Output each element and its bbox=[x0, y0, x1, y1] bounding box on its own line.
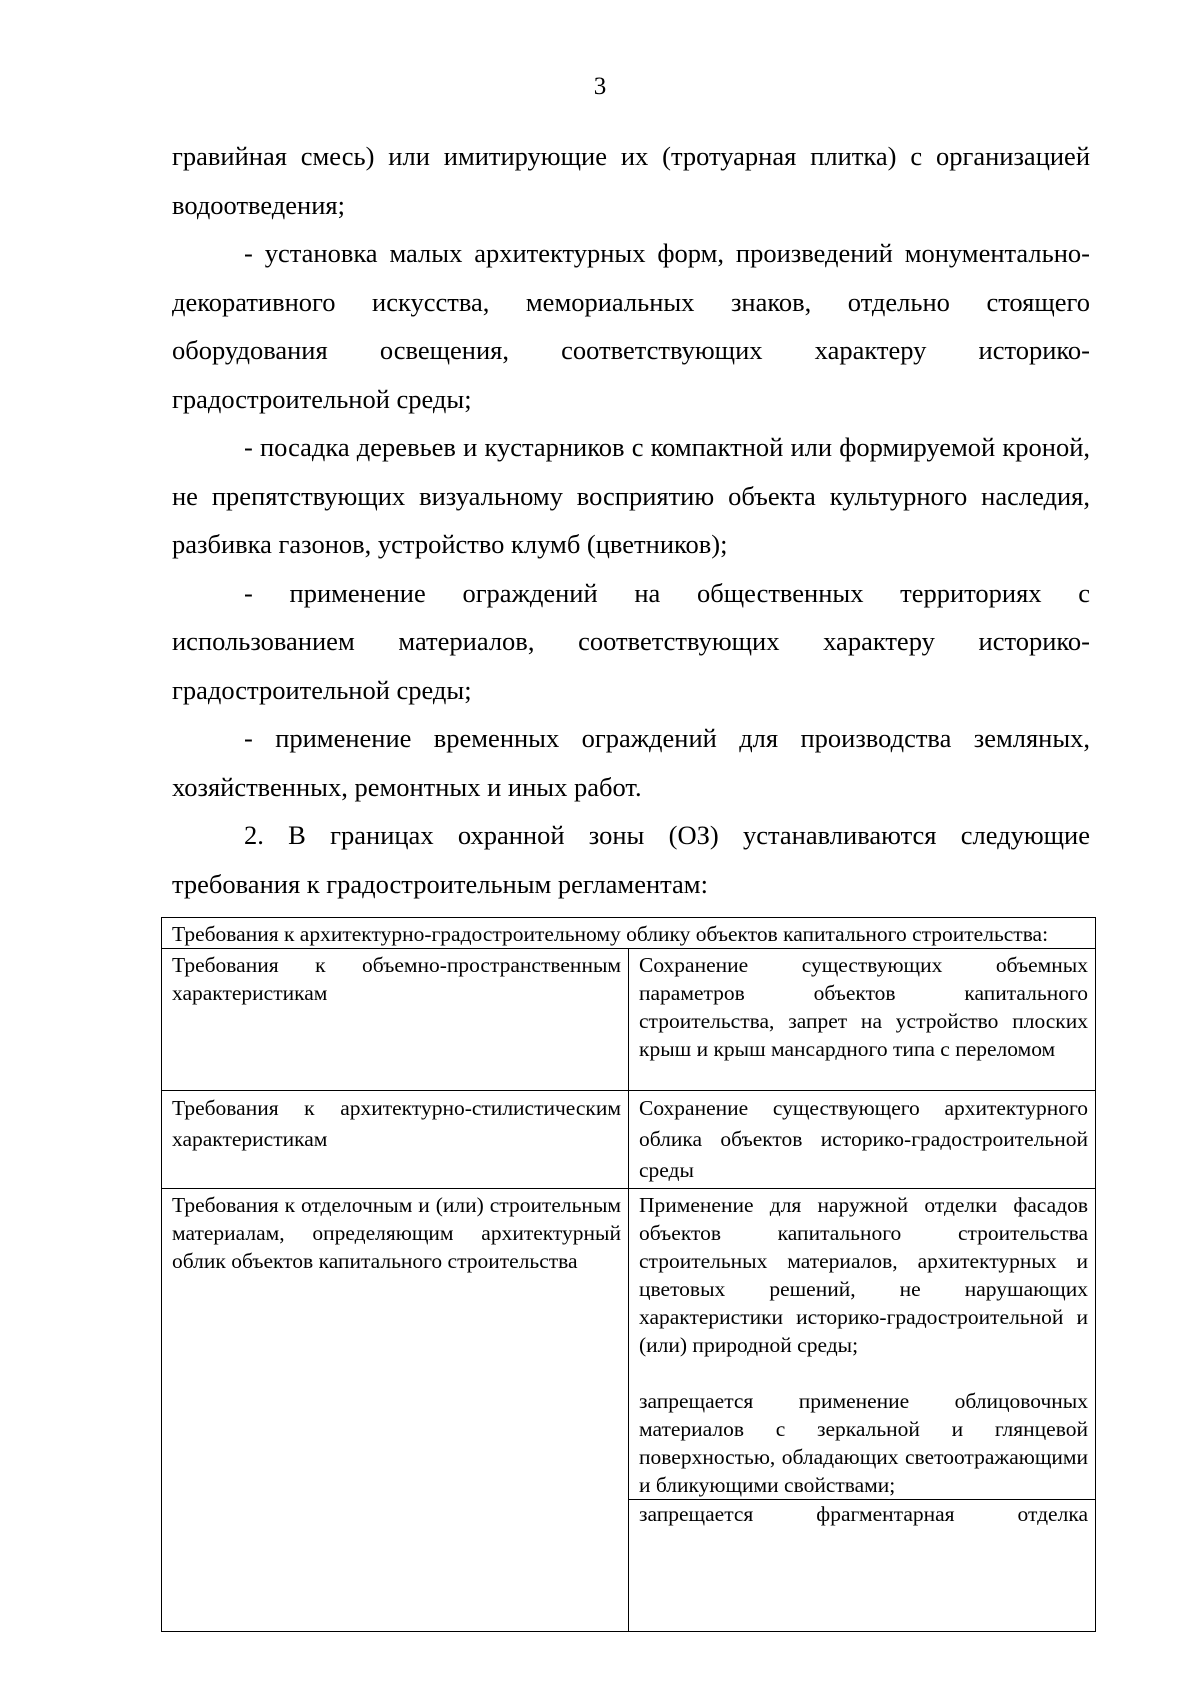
body-text bbox=[172, 132, 1090, 908]
value-cell: Сохранение существующего архитектурного облика объектов историко-градостроительной среды bbox=[629, 1091, 1096, 1189]
paragraph-fences: - применение ограждений на общественных территориях с использованием материалов, соответствующих характеру историко-градостроительной среды; bbox=[172, 577, 1090, 705]
requirements-table bbox=[161, 917, 1096, 1632]
table-header-row bbox=[162, 918, 1096, 949]
paragraph-temporary-fences: - применение временных ограждений для производства земляных, хозяйственных, ремонтных и иных работ. bbox=[172, 723, 1090, 802]
value-text-restriction: запрещается применение облицовочных материалов с зеркальной и глянцевой поверхностью, обладающих светоотражающими и бликующими свойствами; bbox=[639, 1389, 1088, 1497]
table-row bbox=[162, 1189, 1096, 1632]
value-text-fragmentary bbox=[629, 1499, 1095, 1528]
paragraph-protection-zone: 2. В границах охранной зоны (ОЗ) устанавливаются следующие требования к градостроительным регламентам: bbox=[172, 820, 1090, 899]
cell-gap bbox=[639, 1359, 1088, 1387]
requirement-cell: Требования к отделочным и (или) строительным материалам, определяющим архитектурный облик объектов капитального строительства bbox=[162, 1189, 629, 1632]
table-header-cell: Требования к архитектурно-градостроительному облику объектов капитального строительства: bbox=[162, 918, 1096, 949]
value-cell: Сохранение существующих объемных параметров объектов капитального строительства, запрет на устройство плоских крыш и крыш мансардного типа с переломом bbox=[629, 949, 1096, 1091]
table-row bbox=[162, 949, 1096, 1091]
value-text-fragmentary-line: запрещается фрагментарная отделка bbox=[639, 1502, 1088, 1526]
paragraph-continuation: гравийная смесь) или имитирующие их (тротуарная плитка) с организацией водоотведения; bbox=[172, 141, 1090, 220]
paragraph-small-forms: - установка малых архитектурных форм, произведений монументально-декоративного искусства, мемориальных знаков, отдельно стоящего оборудования освещения, соответствующих характеру историко-градостроительной среды; bbox=[172, 238, 1090, 414]
requirement-cell: Требования к объемно-пространственным характеристикам bbox=[162, 949, 629, 1091]
table-row bbox=[162, 1091, 1096, 1189]
requirement-cell: Требования к архитектурно-стилистическим характеристикам bbox=[162, 1091, 629, 1189]
page-number: 3 bbox=[593, 73, 607, 100]
paragraph-planting: - посадка деревьев и кустарников с компактной или формируемой кроной, не препятствующих визуальному восприятию объекта культурного наследия, разбивка газонов, устройство клумб (цветников); bbox=[172, 432, 1090, 559]
value-cell bbox=[629, 1189, 1096, 1632]
value-text: Применение для наружной отделки фасадов объектов капитального строительства строительных материалов, архитектурных и цветовых решений, не нарушающих характеристики историко-градостроительной и (или) природной среды; bbox=[639, 1193, 1088, 1357]
